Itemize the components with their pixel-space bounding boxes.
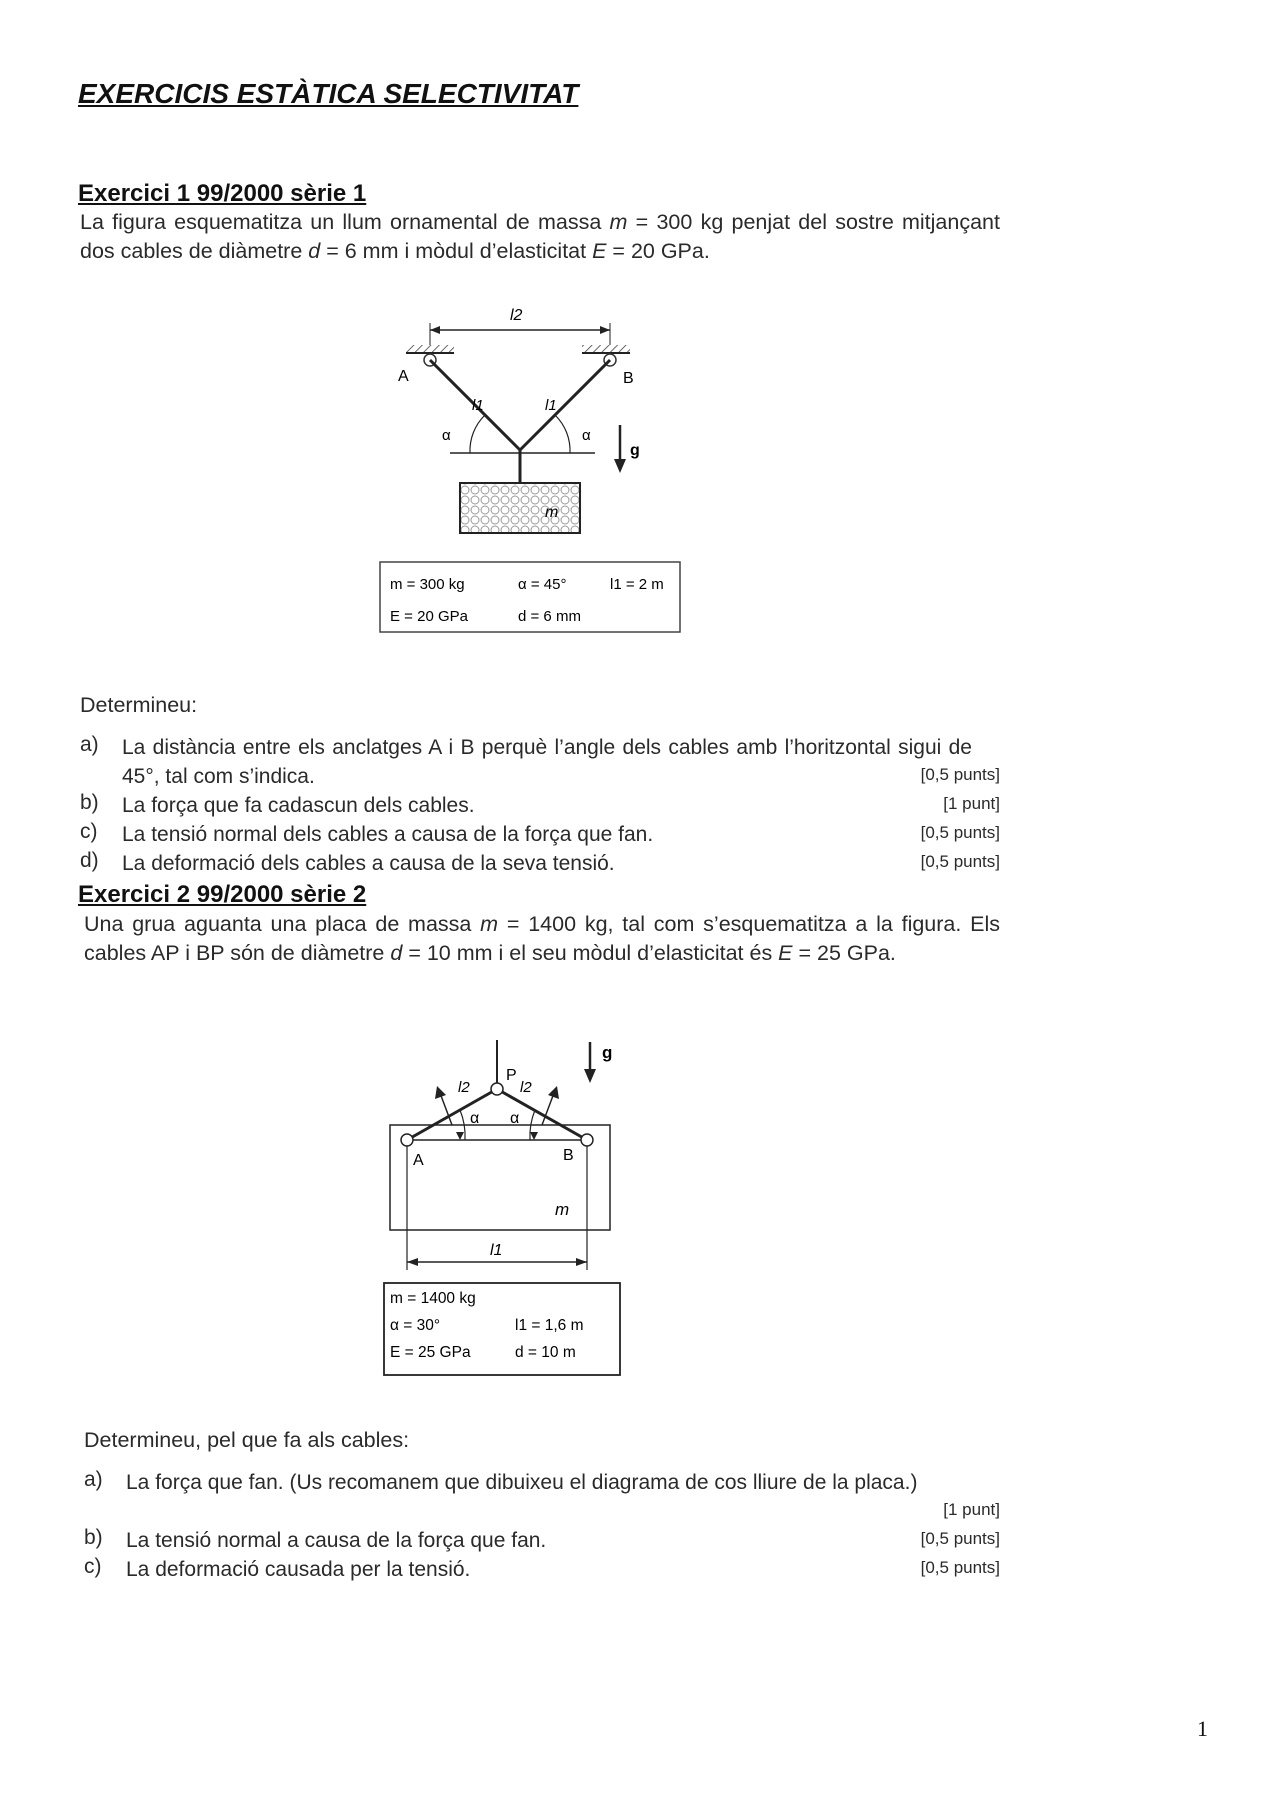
label-l2-left: l2	[458, 1079, 470, 1096]
pin-b	[581, 1134, 593, 1146]
data-e: E = 25 GPa	[390, 1344, 471, 1361]
question-letter: a)	[80, 733, 99, 756]
angle-arc-left	[470, 415, 485, 453]
question-text: La deformació dels cables a causa de la seva tensió.	[122, 852, 615, 875]
data-l1: l1 = 1,6 m	[515, 1317, 584, 1334]
label-a: A	[398, 368, 409, 385]
cable-ap	[407, 1089, 497, 1140]
data-e: E = 20 GPa	[390, 608, 468, 625]
question-letter: d)	[80, 849, 99, 872]
label-alpha-right: α	[510, 1110, 520, 1127]
exercise2-determine-label: Determineu, pel que fa als cables:	[84, 1428, 410, 1452]
label-b: B	[563, 1147, 574, 1164]
exercise2-question-c	[84, 1555, 1000, 1584]
question-points: [0,5 punts]	[920, 765, 1000, 784]
question-letter: a)	[84, 1468, 103, 1491]
label-l1-right: l1	[545, 397, 557, 414]
exercise2-heading: Exercici 2 99/2000 sèrie 2	[78, 881, 367, 908]
lamp-body	[460, 483, 580, 533]
question-points: [0,5 punts]	[920, 852, 1000, 871]
question-letter: b)	[84, 1526, 103, 1549]
data-d: d = 10 m	[515, 1344, 576, 1361]
cable-right	[520, 360, 610, 450]
exercise1-question-d	[80, 849, 1000, 878]
question-points: [0,5 punts]	[920, 1558, 1000, 1577]
label-m: m	[555, 1200, 570, 1219]
question-text: La tensió normal dels cables a causa de la força que fan.	[122, 823, 654, 846]
pin-a	[401, 1134, 413, 1146]
question-letter: c)	[84, 1555, 102, 1578]
exercise1-question-c	[80, 820, 1000, 849]
exercise1-question-b	[80, 791, 1000, 820]
label-l2-right: l2	[520, 1079, 532, 1096]
label-alpha-right: α	[582, 427, 591, 444]
data-alpha: α = 45°	[518, 576, 567, 593]
question-points: [0,5 punts]	[920, 1529, 1000, 1548]
label-alpha-left: α	[442, 427, 451, 444]
page-number: 1	[1197, 1716, 1208, 1741]
figure-crane-plate	[380, 1030, 640, 1380]
exercise1-question-a	[80, 733, 1000, 791]
label-l2: l2	[510, 307, 523, 324]
angle-arc-right	[555, 415, 570, 453]
question-text: La força que fa cadascun dels cables.	[122, 794, 475, 817]
figure-lamp-cables	[370, 295, 700, 635]
label-l1-left: l1	[472, 397, 484, 414]
exercise2-question-b	[84, 1526, 1000, 1555]
question-letter: b)	[80, 791, 99, 814]
data-d: d = 6 mm	[518, 608, 581, 625]
label-b: B	[623, 370, 634, 387]
question-points: [1 punt]	[943, 794, 1000, 813]
label-p: P	[506, 1067, 517, 1084]
data-alpha: α = 30°	[390, 1317, 441, 1334]
exercise1-intro: La figura esquematitza un llum ornamental de massa m = 300 kg penjat del sostre mitjançant dos cables de diàmetre d = 6 mm i mòdul d’elasticitat E = 20 GPa.	[80, 210, 1000, 263]
label-alpha-left: α	[470, 1110, 480, 1127]
label-g: g	[602, 1043, 613, 1062]
question-text: La deformació causada per la tensió.	[126, 1558, 471, 1581]
ceiling-support-b	[582, 345, 630, 353]
question-text: La força que fan. (Us recomanem que dibuixeu el diagrama de cos lliure de la placa.)	[126, 1471, 918, 1494]
data-m: m = 1400 kg	[390, 1290, 476, 1307]
ceiling-support-a	[406, 345, 454, 353]
question-text: La distància entre els anclatges A i B perquè l’angle dels cables amb l’horitzontal sigui de 45°, tal com s’indica.	[122, 736, 972, 788]
label-m: m	[545, 504, 559, 521]
question-text: La tensió normal a causa de la força que fan.	[126, 1529, 547, 1552]
label-a: A	[413, 1152, 424, 1169]
question-letter: c)	[80, 820, 98, 843]
data-l1: l1 = 2 m	[610, 576, 664, 593]
question-points: [0,5 punts]	[920, 823, 1000, 842]
exercise2-intro: Una grua aguanta una placa de massa m = 1400 kg, tal com s’esquematitza a la figura. Els cables AP i BP són de diàmetre d = 10 mm i el seu mòdul d’elasticitat és E = 25 GPa.	[84, 912, 1001, 965]
document-title: EXERCICIS ESTÀTICA SELECTIVITAT	[78, 78, 579, 109]
exercise1-determine-label: Determineu:	[80, 693, 198, 717]
pin-p	[491, 1083, 503, 1095]
question-points: [1 punt]	[943, 1500, 1000, 1519]
label-l1: l1	[490, 1242, 503, 1259]
exercise1-heading: Exercici 1 99/2000 sèrie 1	[78, 180, 367, 207]
data-m: m = 300 kg	[390, 576, 465, 593]
label-g: g	[630, 442, 640, 459]
exercise2-question-a	[84, 1468, 1000, 1526]
